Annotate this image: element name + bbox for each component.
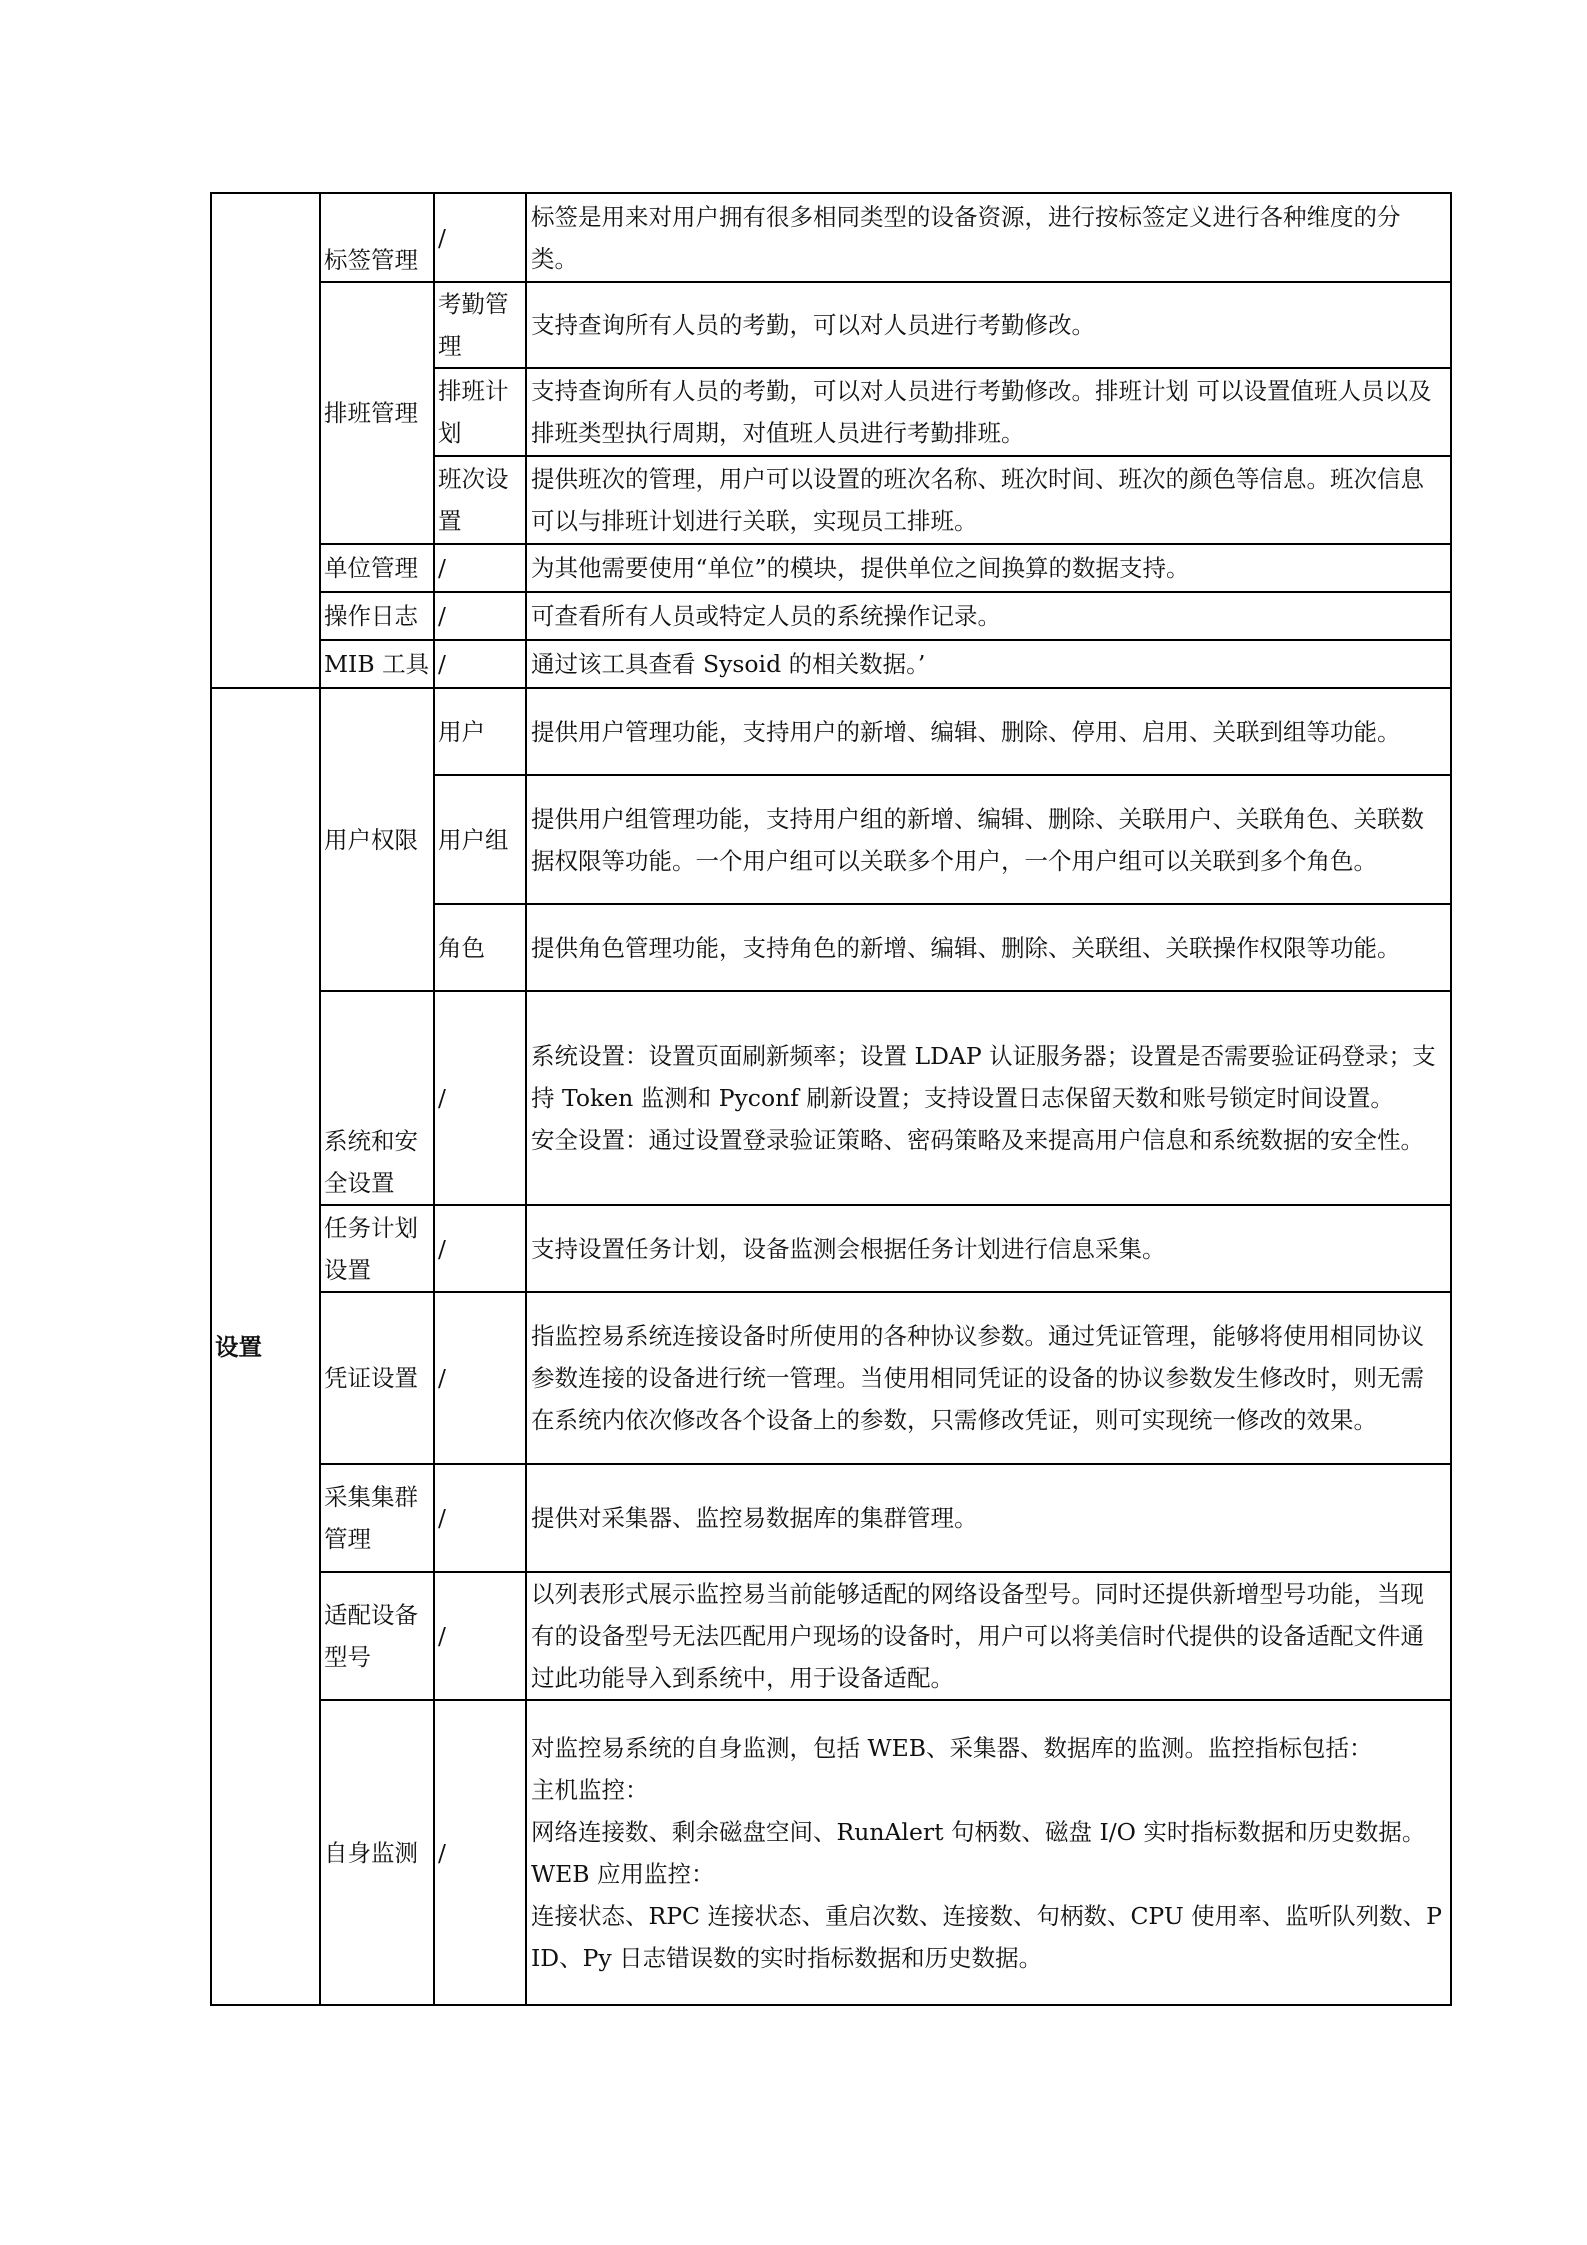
description-cell: 提供对采集器、监控易数据库的集群管理。 (526, 1464, 1451, 1572)
description-cell: 支持查询所有人员的考勤，可以对人员进行考勤修改。排班计划 可以设置值班人员以及排班类型执行周期，对值班人员进行考勤排班。 (526, 368, 1451, 456)
table-row (211, 1464, 1451, 1572)
table-row (211, 282, 1451, 368)
feature-table (210, 192, 1452, 2006)
module-cell: 任务计划设置 (320, 1205, 434, 1292)
table-row (211, 193, 1451, 282)
group-cell (211, 193, 320, 688)
submodule-cell: 班次设置 (434, 456, 526, 544)
submodule-cell: / (434, 1292, 526, 1464)
description-cell: 可查看所有人员或特定人员的系统操作记录。 (526, 592, 1451, 640)
submodule-cell: 排班计划 (434, 368, 526, 456)
module-cell: 单位管理 (320, 544, 434, 592)
table-row (211, 592, 1451, 640)
submodule-cell: / (434, 592, 526, 640)
submodule-cell: 角色 (434, 904, 526, 991)
module-cell: 排班管理 (320, 282, 434, 544)
description-cell: 对监控易系统的自身监测，包括 WEB、采集器、数据库的监测。监控指标包括： 主机监控： 网络连接数、剩余磁盘空间、RunAlert 句柄数、磁盘 I/O 实时指标数据和历史数据。 WEB 应用监控： 连接状态、RPC 连接状态、重启次数、连接数、句柄数、CPU 使用率、监听队列数、PID、Py 日志错误数的实时指标数据和历史数据。 (526, 1700, 1451, 2005)
module-cell: 用户权限 (320, 688, 434, 991)
module-cell: 适配设备型号 (320, 1572, 434, 1700)
description-cell: 提供用户组管理功能，支持用户组的新增、编辑、删除、关联用户、关联角色、关联数据权限等功能。一个用户组可以关联多个用户，一个用户组可以关联到多个角色。 (526, 775, 1451, 904)
submodule-cell: / (434, 1464, 526, 1572)
module-cell: 系统和安全设置 (320, 991, 434, 1205)
submodule-cell: / (434, 1205, 526, 1292)
submodule-cell: 用户组 (434, 775, 526, 904)
module-cell: MIB 工具 (320, 640, 434, 688)
description-cell: 提供用户管理功能，支持用户的新增、编辑、删除、停用、启用、关联到组等功能。 (526, 688, 1451, 775)
description-cell: 支持查询所有人员的考勤，可以对人员进行考勤修改。 (526, 282, 1451, 368)
submodule-cell: / (434, 544, 526, 592)
group-cell-settings: 设置 (211, 688, 320, 2005)
submodule-cell: / (434, 640, 526, 688)
module-cell: 自身监测 (320, 1700, 434, 2005)
description-cell: 标签是用来对用户拥有很多相同类型的设备资源，进行按标签定义进行各种维度的分类。 (526, 193, 1451, 282)
description-cell: 为其他需要使用“单位”的模块，提供单位之间换算的数据支持。 (526, 544, 1451, 592)
description-cell: 指监控易系统连接设备时所使用的各种协议参数。通过凭证管理，能够将使用相同协议参数连接的设备进行统一管理。当使用相同凭证的设备的协议参数发生修改时，则无需在系统内依次修改各个设备上的参数，只需修改凭证，则可实现统一修改的效果。 (526, 1292, 1451, 1464)
submodule-cell: 用户 (434, 688, 526, 775)
table-row (211, 688, 1451, 775)
table-row (211, 1572, 1451, 1700)
description-cell: 通过该工具查看 Sysoid 的相关数据。’ (526, 640, 1451, 688)
table-row (211, 640, 1451, 688)
module-cell: 标签管理 (320, 193, 434, 282)
description-cell: 系统设置：设置页面刷新频率；设置 LDAP 认证服务器；设置是否需要验证码登录；支持 Token 监测和 Pyconf 刷新设置；支持设置日志保留天数和账号锁定时间设置。 安全设置：通过设置登录验证策略、密码策略及来提高用户信息和系统数据的安全性。 (526, 991, 1451, 1205)
description-cell: 提供角色管理功能，支持角色的新增、编辑、删除、关联组、关联操作权限等功能。 (526, 904, 1451, 991)
module-cell: 凭证设置 (320, 1292, 434, 1464)
submodule-cell: / (434, 1700, 526, 2005)
submodule-cell: / (434, 1572, 526, 1700)
description-cell: 提供班次的管理，用户可以设置的班次名称、班次时间、班次的颜色等信息。班次信息可以与排班计划进行关联，实现员工排班。 (526, 456, 1451, 544)
description-cell: 以列表形式展示监控易当前能够适配的网络设备型号。同时还提供新增型号功能，当现有的设备型号无法匹配用户现场的设备时，用户可以将美信时代提供的设备适配文件通过此功能导入到系统中，用于设备适配。 (526, 1572, 1451, 1700)
table-row (211, 991, 1451, 1205)
submodule-cell: / (434, 991, 526, 1205)
module-cell: 操作日志 (320, 592, 434, 640)
submodule-cell: / (434, 193, 526, 282)
table-row (211, 1205, 1451, 1292)
table-row (211, 1700, 1451, 2005)
description-cell: 支持设置任务计划，设备监测会根据任务计划进行信息采集。 (526, 1205, 1451, 1292)
module-cell: 采集集群管理 (320, 1464, 434, 1572)
submodule-cell: 考勤管理 (434, 282, 526, 368)
table-row (211, 1292, 1451, 1464)
table-row (211, 544, 1451, 592)
